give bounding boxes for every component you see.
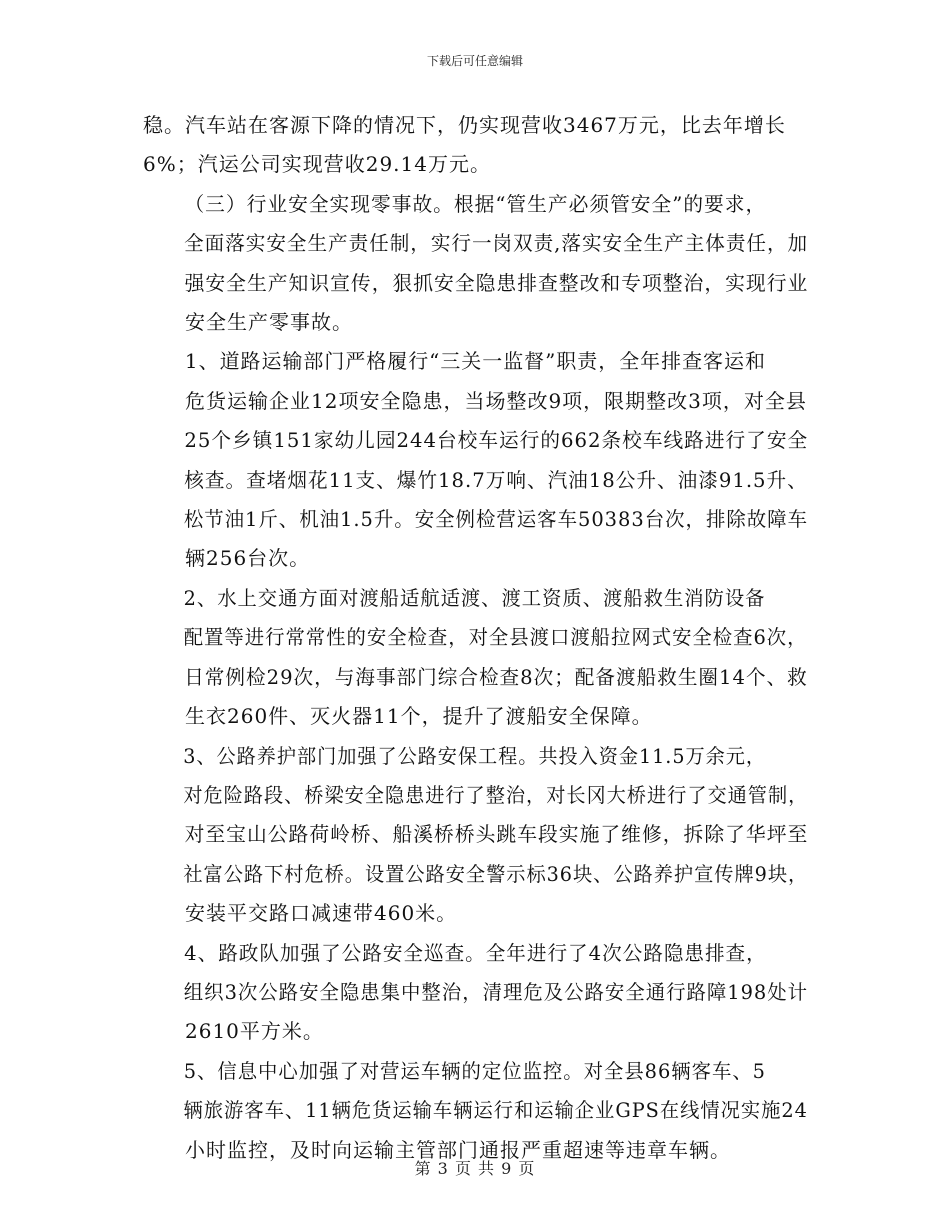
paragraph-line: 全面落实安全生产责任制，实行一岗双责,落实安全生产主体责任，加 [184, 231, 809, 256]
paragraph-line: 松节油1斤、机油1.5升。安全例检营运客车50383台次，排除故障车 [183, 507, 808, 532]
paragraph [143, 342, 808, 578]
paragraph-line: 1、道路运输部门严格履行“三关一监督”职责，全年排查客运和 [184, 349, 766, 374]
paragraph-line: 对至宝山公路荷岭桥、船溪桥桥头跳车段实施了维修，拆除了华坪至 [184, 822, 809, 847]
paragraph-line: 生衣260件、灭火器11个，提升了渡船安全保障。 [185, 704, 653, 729]
paragraph [143, 579, 808, 737]
paragraph-line: 社富公路下村危桥。设置公路安全警示标36块、公路养护宣传牌9块， [183, 861, 809, 886]
paragraph-line: 日常例检29次，与海事部门综合检查8次；配备渡船救生圈14个、救 [184, 664, 808, 689]
paragraph-line: （三）行业安全实现零事故。根据“管生产必须管安全”的要求， [184, 191, 767, 216]
paragraph-line: 辆旅游客车、11辆危货运输车辆运行和运输企业GPS在线情况实施24 [183, 1098, 808, 1123]
paragraph-line: 安装平交路口减速带460米。 [185, 901, 458, 926]
paragraph-line: 核查。查堵烟花11支、爆竹18.7万响、汽油18公升、油漆91.5升、 [184, 467, 808, 492]
paragraph [143, 106, 808, 185]
paragraph-line: 强安全生产知识宣传，狠抓安全隐患排查整改和专项整治，实现行业 [184, 270, 809, 295]
paragraph [143, 737, 808, 934]
paragraph-line: 2610平方米。 [185, 1019, 324, 1044]
paragraph-line: 2、水上交通方面对渡船适航适渡、渡工资质、渡船救生消防设备 [183, 585, 766, 610]
paragraph-line: 4、路政队加强了公路安全巡查。全年进行了4次公路隐患排查， [184, 940, 767, 965]
paragraph [143, 185, 808, 343]
paragraph-line: 安全生产零事故。 [185, 310, 353, 335]
paragraph-line: 3、公路养护部门加强了公路安保工程。共投入资金11.5万余元， [183, 743, 766, 768]
paragraph-line: 小时监控，及时向运输主管部门通报严重超速等违章车辆。 [185, 1137, 731, 1162]
paragraph-line: 6%；汽运公司实现营收29.14万元。 [143, 152, 491, 177]
document-body [143, 106, 808, 1170]
paragraph-line: 25个乡镇151家幼儿园244台校车运行的662条校车线路进行了安全 [184, 428, 809, 453]
paragraph-line: 辆256台次。 [185, 546, 311, 571]
page-header: 下载后可任意编辑 [426, 54, 523, 68]
paragraph [143, 934, 808, 1052]
paragraph-line: 危货运输企业12项安全隐患，当场整改9项，限期整改3项，对全县 [185, 388, 807, 413]
paragraph [143, 1052, 808, 1170]
paragraph-line: 组织3次公路安全隐患集中整治，清理危及公路安全通行路障198处计 [183, 979, 809, 1004]
page-footer: 第 3 页 共 9 页 [414, 1159, 536, 1178]
paragraph-line: 配置等进行常常性的安全检查，对全县渡口渡船拉网式安全检查6次， [183, 625, 808, 650]
paragraph-line: 5、信息中心加强了对营运车辆的定位监控。对全县86辆客车、5 [183, 1058, 766, 1083]
paragraph-line: 稳。汽车站在客源下降的情况下，仍实现营收3467万元，比去年增长 [143, 113, 786, 137]
paragraph-line: 对危险路段、桥梁安全隐患进行了整治，对长冈大桥进行了交通管制， [183, 782, 809, 807]
